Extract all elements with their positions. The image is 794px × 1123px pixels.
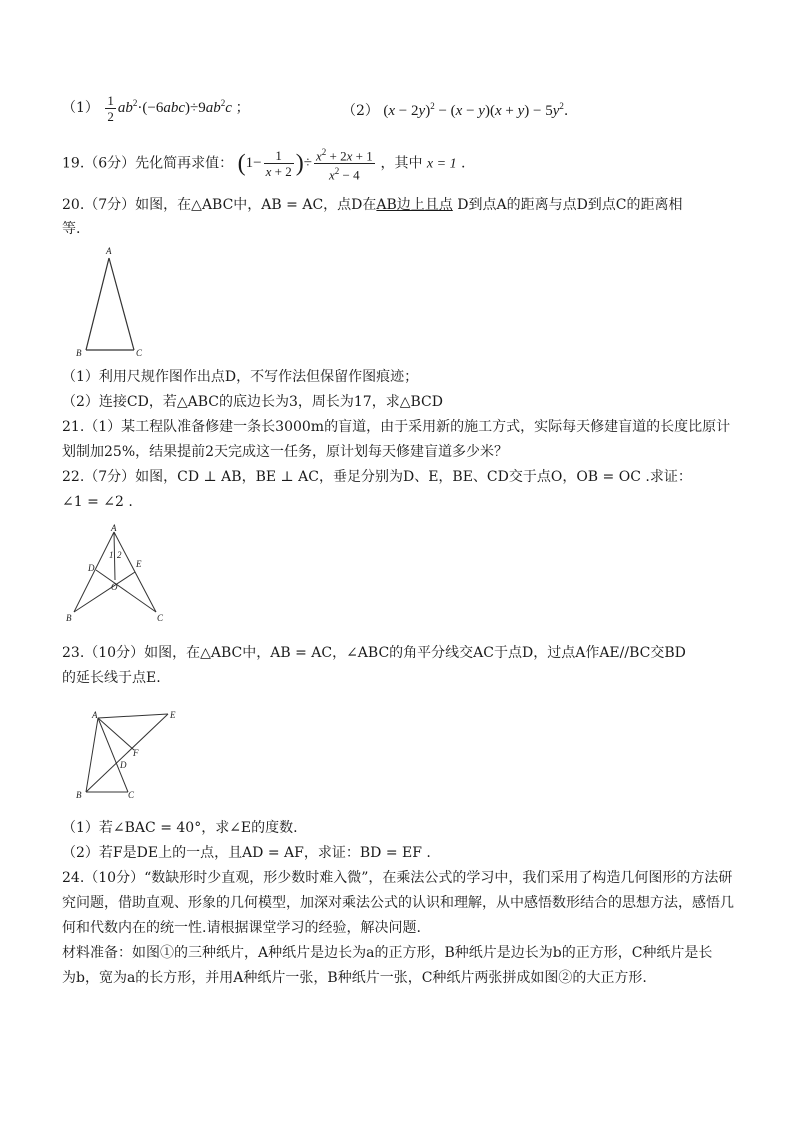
q18-row-2 (342, 96, 568, 121)
q23-label-e: E (170, 710, 176, 720)
q23-line1: 23.（10分）如图，在△ABC中，AB = AC，∠ABC的角平分线交AC于点D，过点A作AE//BC交BD (62, 645, 686, 661)
q23-label-f: F (133, 748, 139, 758)
q20-rest: D到点A的距离与点D到点C的距离相 (452, 197, 683, 213)
q20-underlined: AB边上且点 (376, 197, 453, 213)
q23-sub2: （2）若F是DE上的一点，且AD = AF，求证：BD = EF . (62, 845, 431, 861)
q18-part1-expression: $\frac{1}{2}$ $ab^2\cdot(-6abc)\div 9ab^2c$ (107, 93, 232, 125)
q22-label-b: B (66, 613, 72, 623)
q24-line5: 为b，宽为a的长方形，并用A种纸片一张，B种纸片一张，C种纸片两张拼成如图②的大正方形. (62, 970, 647, 986)
q22-line1: 22.（7分）如图，CD ⊥ AB，BE ⊥ AC，垂足分别为D、E，BE、CD交于点O，OB = OC .求证： (62, 469, 692, 485)
q22-label-a: A (111, 524, 117, 533)
q20-side-ab (86, 258, 109, 350)
q24-line2: 究问题，借助直观、形象的几何模型，加深对乘法公式的认识和理解，从中感悟数形结合的思想方法，感悟几 (62, 895, 734, 911)
q19-head: 19.（6分）先化简再求值： (62, 155, 234, 172)
q18-part1-label: （1） (62, 100, 99, 116)
q19-expression: (1− $\frac{1}{x + 2}$ )÷ $\frac{x^2 + 2x + 1}{x^2 - 4}$ (237, 147, 373, 183)
q22-line2: ∠1 = ∠2 . (62, 494, 133, 510)
q23-side-ab (86, 718, 98, 792)
q23-sub1: （1）若∠BAC = 40°，求∠E的度数. (62, 820, 298, 836)
q23-line2: 的延长线于点E. (62, 670, 161, 686)
q20-line2: 等. (62, 221, 81, 237)
q22-label-c: C (157, 613, 164, 623)
q20-sub2: （2）连接CD，若△ABC的底边长为3，周长为17，求△BCD (62, 394, 443, 410)
q23-label-d: D (120, 760, 127, 770)
q22-line-be (74, 572, 135, 612)
q23-line-af (98, 718, 134, 750)
q20-triangle-figure (72, 244, 152, 360)
q22-figure (64, 524, 168, 624)
q20-line1 (62, 195, 683, 215)
q22-label-1: 1 (109, 550, 114, 560)
q21-line1: 21.（1）某工程队准备修建一条长3000m的盲道，由于采用新的施工方式，实际每天修建盲道的长度比原计 (62, 419, 731, 435)
q19-line (62, 145, 465, 183)
q20-label-b: B (76, 348, 82, 358)
q20-label-c: C (136, 348, 143, 358)
q21-line2: 划制加25%，结果提前2天完成这一任务，原计划每天修建盲道多少米？ (62, 444, 509, 460)
q22-label-2: 2 (117, 550, 122, 560)
q24-line3: 何和代数内在的统一性.请根据课堂学习的经验，解决问题. (62, 920, 421, 936)
q23-line-be (86, 714, 168, 792)
q20-head: 20.（7分）如图，在△ABC中，AB = AC，点D在 (62, 197, 377, 213)
q22-line-ao (114, 532, 115, 580)
q23-side-ac (98, 718, 128, 792)
q22-label-d: D (88, 563, 95, 573)
q24-line1: 24.（10分）“数缺形时少直观，形少数时难入微”，在乘法公式的学习中，我们采用了构造几何图形的方法研 (62, 870, 733, 886)
q23-label-b: B (76, 790, 82, 800)
q19-condition: x = 1 (426, 156, 457, 172)
q22-label-o: O (111, 582, 118, 592)
q22-line-cd (96, 570, 156, 612)
q20-sub1: （1）利用尺规作图作出点D，不写作法但保留作图痕迹； (62, 369, 419, 385)
q19-tail: ，其中 (380, 155, 423, 172)
q23-label-a: A (92, 710, 98, 720)
q18-part2-label: （2） (342, 103, 379, 119)
q18-part2-tail: . (563, 103, 569, 119)
q20-side-ac (109, 258, 134, 350)
q24-line4: 材料准备：如图①的三种纸片，A种纸片是边长为a的正方形，B种纸片是边长为b的正方形，C种纸片是长 (62, 945, 713, 961)
q19-end: . (461, 155, 466, 172)
q23-line-ae (98, 714, 168, 718)
q18-row (62, 93, 250, 124)
q20-label-a: A (106, 246, 112, 256)
q23-figure (72, 706, 184, 802)
q18-part1-tail: ； (235, 100, 250, 116)
q22-label-e: E (136, 559, 142, 569)
q18-part2-expression: $(x - 2y)^2 - (x - y)(x + y) - 5y^2$ (383, 101, 564, 119)
q23-label-c: C (128, 790, 135, 800)
